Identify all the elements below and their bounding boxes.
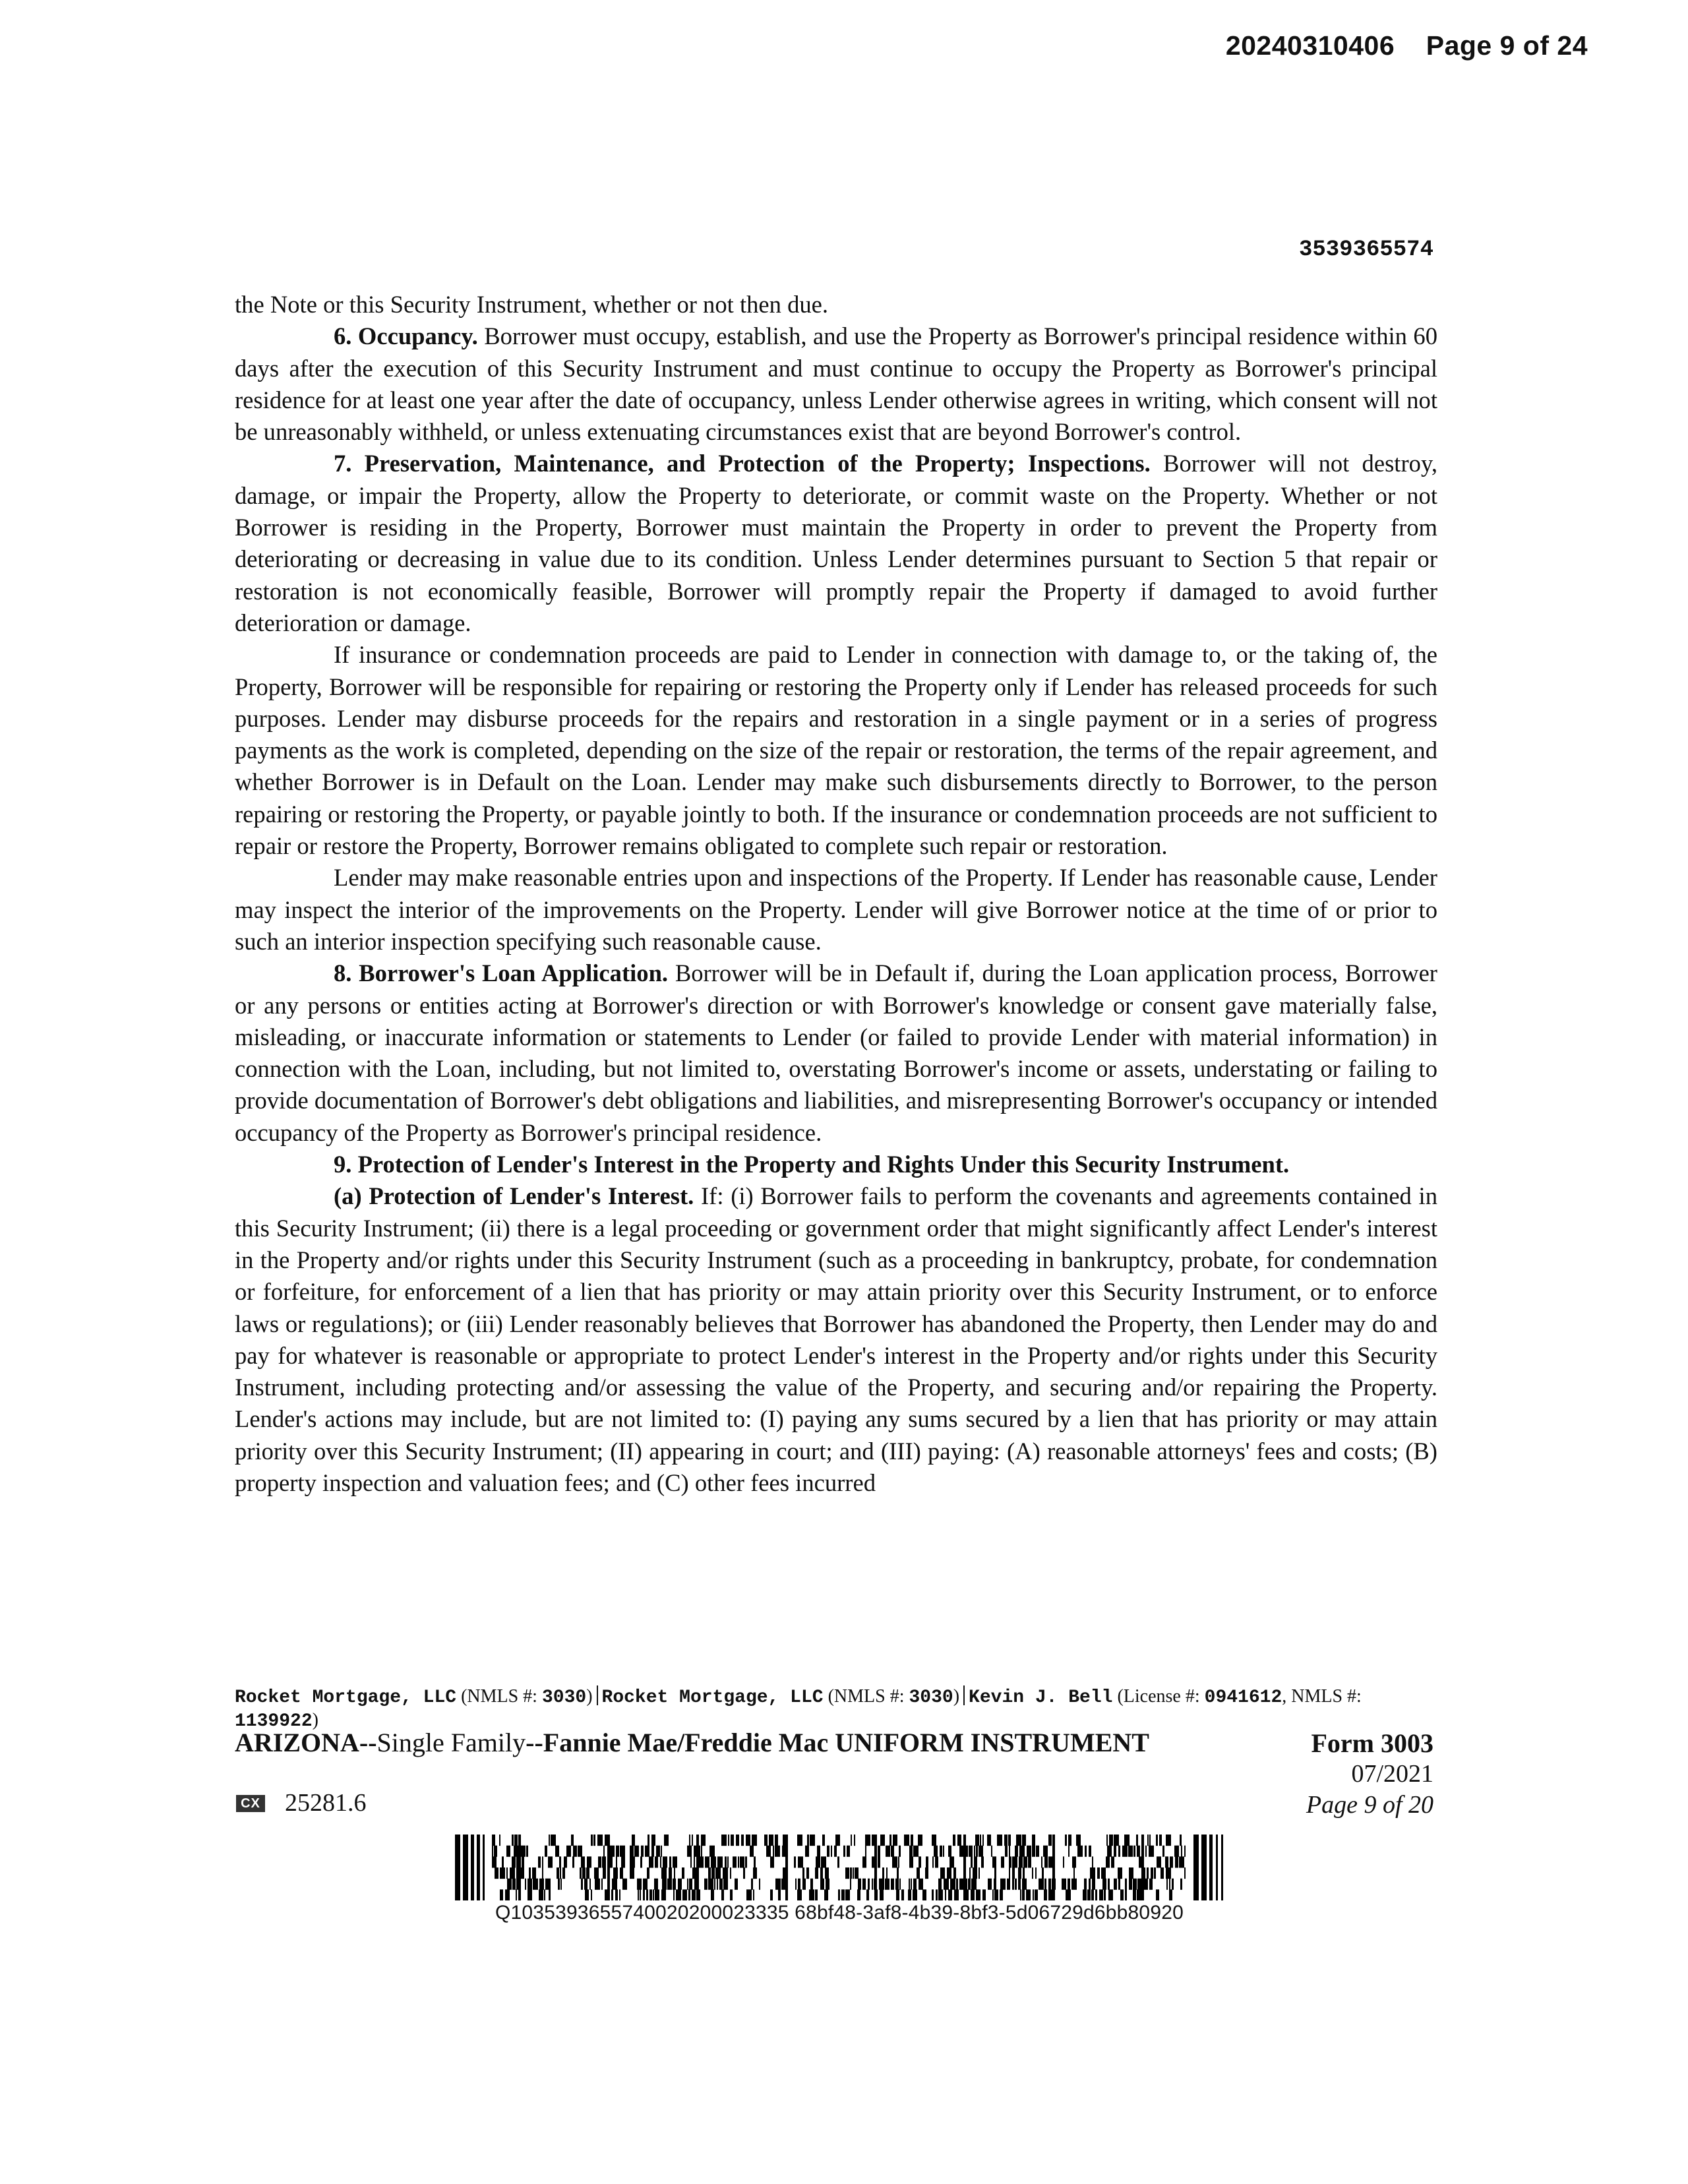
- form-date: 07/2021: [1351, 1760, 1433, 1788]
- separator-bar: [963, 1685, 965, 1705]
- separator-bar: [597, 1685, 598, 1705]
- form-number: Form 3003: [1311, 1728, 1433, 1758]
- section-6-text: Borrower must occupy, establish, and use the Property as Borrower's principal residence within 60 days after the execution of this Security Instrument and must continue to occupy the Property as Borrower's principal residence for at least one year after the date of occupancy, unless Lender otherwise agrees in writing, which consent will not be unreasonably withheld, or unless extenuating circumstances exist that are beyond Borrower's control.: [235, 322, 1438, 446]
- recording-number: 20240310406: [1225, 30, 1395, 61]
- lender-license-line: [235, 1685, 1437, 1733]
- form-family: Single Family: [377, 1728, 526, 1757]
- loan-number: 3539365574: [1298, 237, 1433, 262]
- recording-page-label: Page 9 of 24: [1426, 30, 1588, 61]
- section-7-heading: 7. Preservation, Maintenance, and Protection of the Property; Inspections.: [334, 450, 1151, 477]
- section-7-paragraph-3: Lender may make reasonable entries upon and inspections of the Property. If Lender has reasonable cause, Lender may inspect the interior of the improvements on the Property. Lender will give Borrower notice at the time of or prior to such an interior inspection specifying such reasonable cause.: [235, 864, 1437, 955]
- lender-2-name: Rocket Mortgage, LLC: [601, 1687, 824, 1708]
- recording-header: [1226, 30, 1588, 61]
- barcode-icon: [455, 1835, 1224, 1900]
- section-8-loan-application: [235, 957, 1437, 1149]
- section-9a-protection: [235, 1180, 1437, 1499]
- continuation-line: the Note or this Security Instrument, whether or not then due.: [235, 291, 829, 318]
- lender-2-nmls-label: (NMLS #:: [823, 1686, 909, 1707]
- section-9-heading: [235, 1149, 1437, 1180]
- barcode-text: Q1035393655740020200023335 68bf48-3af8-4b39-8bf3-5d06729d6bb80920: [495, 1902, 1184, 1924]
- lender-1-close: ): [586, 1686, 593, 1707]
- form-dash: --: [526, 1728, 543, 1757]
- lender-1-nmls-id: 3030: [541, 1687, 587, 1708]
- form-dash: --: [359, 1728, 377, 1757]
- officer-close: ): [312, 1710, 318, 1730]
- officer-nmls: 1139922: [235, 1711, 313, 1732]
- lender-1-name: Rocket Mortgage, LLC: [235, 1687, 457, 1708]
- section-9a-text: If: (i) Borrower fails to perform the covenants and agreements contained in this Security Instrument; (ii) there is a legal proceeding or government order that might significantly affect Lender's interest in the Property and/or rights under this Security Instrument (such as a proceeding in bankruptcy, probate, for condemnation or forfeiture, for enforcement of a lien that has priority or may attain priority over this Security Instrument, or to enforce laws or regulations); or (iii) Lender reasonably believes that Borrower has abandoned the Property, then Lender may do and pay for whatever is reasonable or appropriate to protect Lender's interest in the Property and/or rights under this Security Instrument, including protecting and/or assessing the value of the Property, and securing and/or repairing the Property. Lender's actions may include, but are not limited to: (I) paying any sums secured by a lien that has priority or may attain priority over this Security Instrument; (II) appearing in court; and (III) paying: (A) reasonable attorneys' fees and costs; (B) property inspection and valuation fees; and (C) other fees incurred: [235, 1182, 1437, 1496]
- lender-1-nmls-label: (NMLS #:: [456, 1686, 542, 1707]
- officer-license-label: (License #:: [1112, 1686, 1205, 1707]
- officer-nmls-label: , NMLS #:: [1282, 1686, 1362, 1707]
- section-7-text: Borrower will not destroy, damage, or impair the Property, allow the Property to deteriorate, or commit waste on the Property. Whether or not Borrower is residing in the Property, Borrower must maintain the Property in order to prevent the Property from deteriorating or decreasing in value due to its condition. Unless Lender determines pursuant to Section 5 that repair or restoration is not economically feasible, Borrower will promptly repair the Property if damaged to avoid further deterioration or damage.: [235, 450, 1437, 636]
- form-page: Page 9 of 20: [1306, 1791, 1433, 1819]
- section-6-heading: 6. Occupancy.: [334, 322, 478, 350]
- section-7-preservation: [235, 448, 1437, 639]
- section-8-heading: 8. Borrower's Loan Application.: [334, 959, 669, 987]
- form-instrument: Fannie Mae/Freddie Mac UNIFORM INSTRUMENT: [543, 1728, 1149, 1757]
- document-body: [235, 289, 1437, 1499]
- section-7-paragraph-2: If insurance or condemnation proceeds are paid to Lender in connection with damage to, or the taking of, the Property, Borrower will be responsible for repairing or restoring the Property only if Lender has released proceeds for such purposes. Lender may disburse proceeds for the repairs and restoration in a single payment or in a series of progress payments as the work is completed, depending on the size of the repair or restoration, the terms of the repair agreement, and whether Borrower is in Default on the Loan. Lender may make such disbursements directly to Borrower, to the person repairing or restoring the Property, or payable jointly to both. If the insurance or condemnation proceeds are not sufficient to repair or restore the Property, Borrower remains obligated to complete such repair or restoration.: [235, 641, 1437, 860]
- section-8-text: Borrower will be in Default if, during the Loan application process, Borrower or any persons or entities acting at Borrower's direction or with Borrower's knowledge or consent gave materially false, misleading, or inaccurate information or statements to Lender (or failed to provide Lender with material information) in connection with the Loan, including, but not limited to, overstating Borrower's income or assets, understating or failing to provide documentation of Borrower's debt obligations and liabilities, and misrepresenting Borrower's occupancy or intended occupancy of the Property as Borrower's principal residence.: [235, 959, 1437, 1146]
- section-9a-heading: (a) Protection of Lender's Interest.: [334, 1182, 694, 1210]
- form-info: [1306, 1728, 1433, 1821]
- form-title: [235, 1728, 1149, 1758]
- document-code: 25281.6: [285, 1789, 367, 1817]
- officer-name: Kevin J. Bell: [969, 1687, 1113, 1708]
- form-state: ARIZONA: [235, 1728, 359, 1757]
- officer-license: 0941612: [1204, 1687, 1282, 1708]
- section-9-heading-text: 9. Protection of Lender's Interest in the Property and Rights Under this Security Instrument.: [334, 1151, 1290, 1178]
- section-6-occupancy: [235, 320, 1437, 448]
- lender-2-close: ): [953, 1686, 960, 1707]
- cx-badge-icon: CX: [236, 1795, 265, 1812]
- lender-2-nmls-id: 3030: [909, 1687, 953, 1708]
